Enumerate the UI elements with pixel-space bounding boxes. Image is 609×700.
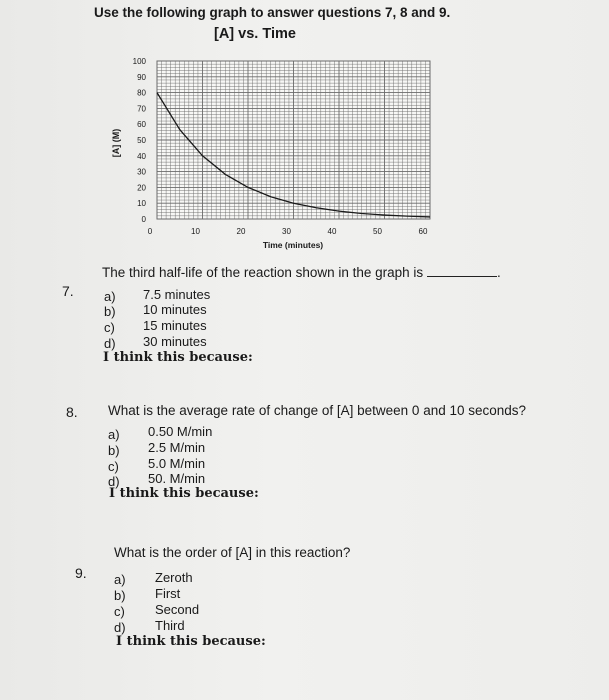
x-axis-ticks — [148, 227, 428, 236]
q8-option-b-text: 2.5 M/min — [148, 440, 206, 455]
y-tick-label: 90 — [137, 72, 146, 82]
question-9-number: 9. — [75, 565, 87, 581]
q9-option-a-text: Zeroth — [155, 570, 193, 585]
y-tick-label: 50 — [137, 136, 146, 145]
q8-option-d-text: 50. M/min — [148, 471, 206, 486]
q7-option-d-letter: d) — [104, 336, 116, 351]
y-tick-label: 30 — [137, 167, 146, 177]
x-tick-label: 60 — [418, 227, 428, 236]
q9-option-a-letter: a) — [114, 572, 126, 587]
chart-grid — [157, 61, 430, 219]
q9-because-label: I think this because: — [116, 634, 266, 649]
y-tick-label: 20 — [137, 183, 146, 193]
x-tick-label: 50 — [373, 227, 382, 236]
concentration-time-chart — [100, 48, 440, 258]
question-7-period: . — [496, 265, 501, 280]
q8-option-a-letter: a) — [108, 427, 120, 442]
question-7-text — [102, 264, 501, 280]
q7-because-label: I think this because: — [103, 350, 253, 365]
question-8-number: 8. — [66, 404, 78, 420]
y-axis-ticks — [133, 57, 147, 224]
q8-option-c-text: 5.0 M/min — [148, 456, 206, 471]
y-tick-label: 70 — [137, 104, 146, 114]
q7-option-c-letter: c) — [104, 320, 115, 335]
q8-option-d-letter: d) — [108, 474, 120, 489]
x-tick-label: 20 — [236, 227, 246, 236]
y-tick-label: 100 — [132, 57, 146, 66]
question-8-text: What is the average rate of change of [A] between 0 and 10 seconds? — [108, 403, 527, 418]
q9-option-d-letter: d) — [114, 620, 126, 635]
x-axis-label: Time (minutes) — [262, 240, 324, 250]
y-tick-label: 40 — [137, 151, 146, 161]
x-tick-label: 40 — [327, 227, 337, 236]
q7-option-b-letter: b) — [104, 304, 116, 319]
q7-option-a-letter: a) — [104, 289, 116, 304]
q9-option-c-letter: c) — [114, 604, 125, 619]
q7-option-a-text: 7.5 minutes — [143, 287, 211, 302]
q7-option-d-text: 30 minutes — [143, 334, 207, 349]
y-tick-label: 60 — [137, 120, 146, 130]
y-axis-label: [A] (M) — [111, 128, 121, 158]
question-7-prompt: The third half-life of the reaction shown in the graph is — [102, 265, 424, 280]
instructions-text: Use the following graph to answer questions 7, 8 and 9. — [94, 5, 451, 20]
question-7-number: 7. — [62, 283, 74, 299]
chart-title: [A] vs. Time — [214, 26, 296, 42]
q8-because-label: I think this because: — [109, 486, 259, 501]
x-tick-label: 30 — [282, 227, 291, 236]
x-tick-label: 10 — [191, 227, 200, 236]
q8-option-c-letter: c) — [108, 459, 119, 474]
x-tick-label: 0 — [147, 227, 153, 236]
q7-option-b-text: 10 minutes — [143, 302, 207, 317]
y-tick-label: 80 — [137, 88, 146, 98]
q8-option-a-text: 0.50 M/min — [148, 424, 213, 439]
q9-option-c-text: Second — [155, 602, 200, 617]
q7-option-c-text: 15 minutes — [143, 318, 207, 333]
q9-option-b-letter: b) — [114, 588, 126, 603]
answer-blank — [427, 264, 497, 277]
y-tick-label: 10 — [137, 199, 146, 209]
q9-option-d-text: Third — [155, 618, 185, 633]
q9-option-b-text: First — [155, 586, 181, 601]
question-9-text: What is the order of [A] in this reaction? — [114, 545, 351, 560]
y-tick-label: 0 — [141, 215, 146, 224]
q8-option-b-letter: b) — [108, 443, 120, 458]
